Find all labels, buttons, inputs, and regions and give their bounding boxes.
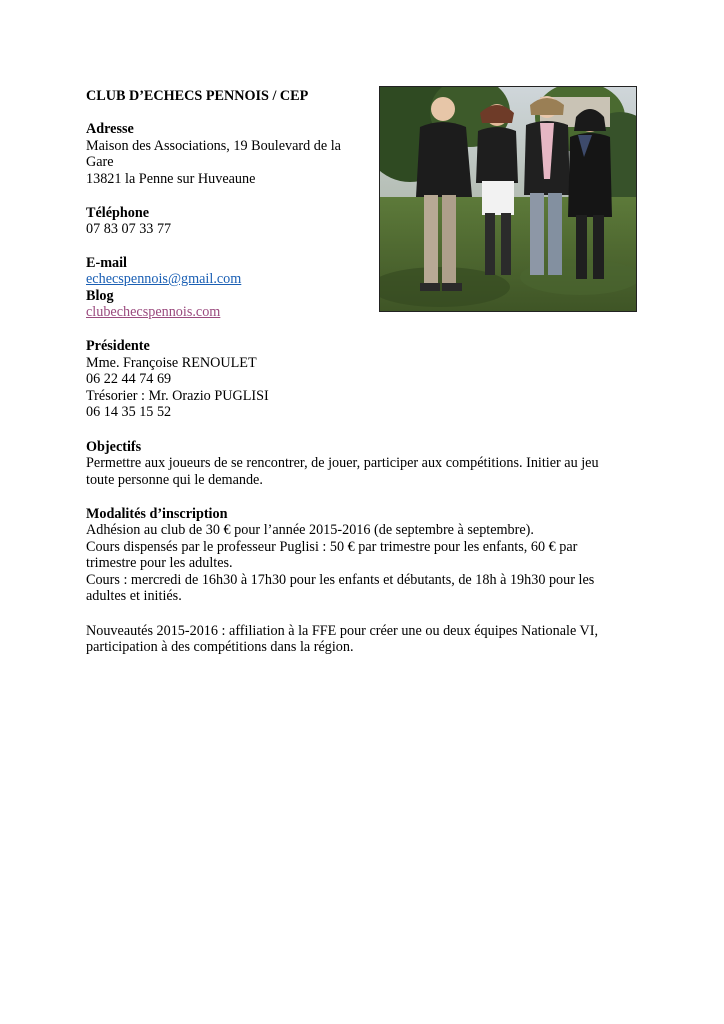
email-heading: E-mail: [86, 255, 127, 271]
registration-line-3: trimestre pour les adultes.: [86, 555, 233, 571]
club-members-photo: [379, 86, 637, 312]
registration-line-2: Cours dispensés par le professeur Puglisi : 50 € par trimestre pour les enfants, 60 € par: [86, 539, 578, 555]
email-link[interactable]: echecspennois@gmail.com: [86, 271, 242, 287]
objectives-line-1: Permettre aux joueurs de se rencontrer, de jouer, participer aux compétitions. Initier au jeu: [86, 455, 599, 471]
address-line-2: Gare: [86, 154, 114, 170]
registration-line-5: adultes et initiés.: [86, 588, 182, 604]
phone-value: 07 83 07 33 77: [86, 221, 172, 237]
address-heading: Adresse: [86, 121, 134, 137]
objectives-line-2: toute personne qui le demande.: [86, 472, 263, 488]
blog-link[interactable]: clubechecspennois.com: [86, 304, 221, 320]
address-line-3: 13821 la Penne sur Huveaune: [86, 171, 256, 187]
registration-line-1: Adhésion au club de 30 € pour l’année 2015-2016 (de septembre à septembre).: [86, 522, 534, 538]
address-line-1: Maison des Associations, 19 Boulevard de la: [86, 138, 341, 154]
president-phone: 06 22 44 74 69: [86, 371, 172, 387]
treasurer-name: Trésorier : Mr. Orazio PUGLISI: [86, 388, 269, 404]
news-line-2: participation à des compétitions dans la région.: [86, 639, 354, 655]
president-name: Mme. Françoise RENOULET: [86, 355, 257, 371]
registration-line-4: Cours : mercredi de 16h30 à 17h30 pour les enfants et débutants, de 18h à 19h30 pour les: [86, 572, 595, 588]
president-heading: Présidente: [86, 338, 150, 354]
registration-heading: Modalités d’inscription: [86, 506, 228, 522]
news-line-1: Nouveautés 2015-2016 : affiliation à la FFE pour créer une ou deux équipes Nationale VI,: [86, 623, 599, 639]
phone-heading: Téléphone: [86, 205, 150, 221]
treasurer-phone: 06 14 35 15 52: [86, 404, 172, 420]
objectives-heading: Objectifs: [86, 439, 142, 455]
blog-heading: Blog: [86, 288, 114, 304]
club-title: CLUB D’ECHECS PENNOIS / CEP: [86, 88, 309, 104]
